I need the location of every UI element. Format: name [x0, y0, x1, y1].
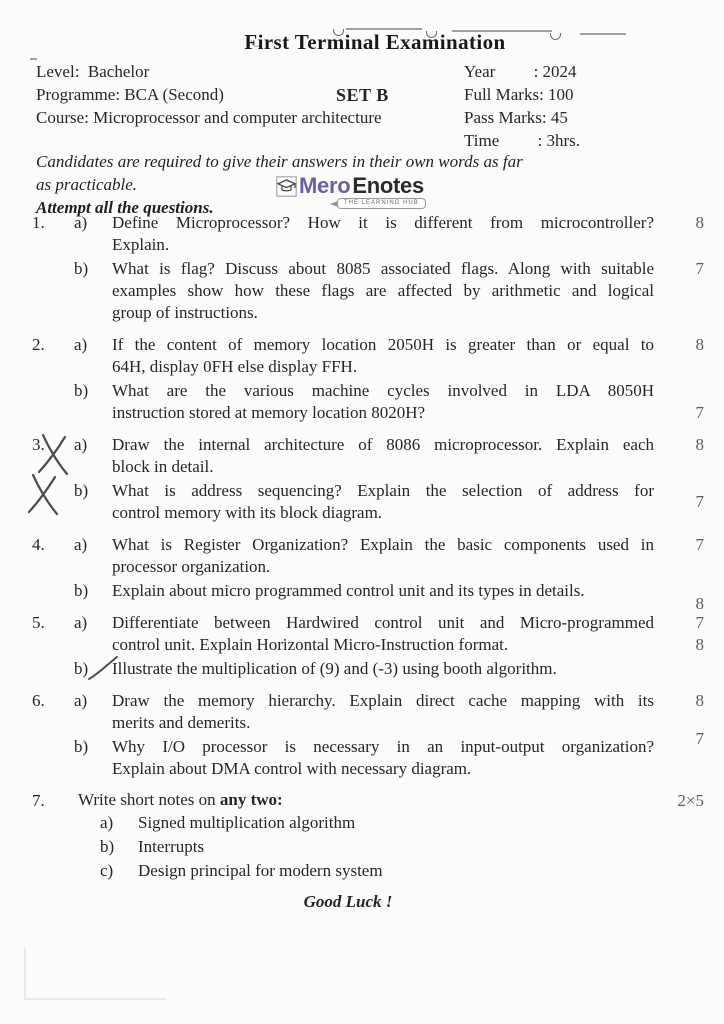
marks-cell	[680, 212, 706, 256]
text-line: control unit. Explain Horizontal Micro-Instruction format.	[112, 635, 509, 654]
text-line: What is address sequencing? Explain the selection of address for	[112, 481, 654, 500]
question	[30, 434, 706, 526]
logo-wordmark	[276, 173, 426, 199]
text-line: Explain about DMA control with necessary diagram.	[112, 759, 472, 778]
question	[30, 690, 706, 782]
stem-text: Write short notes on	[78, 790, 220, 809]
marks-cell	[680, 334, 706, 378]
marks-value: 8	[695, 213, 704, 232]
question-part	[72, 434, 706, 478]
text-line: Interrupts	[138, 837, 205, 856]
marks-value: 8	[695, 635, 704, 654]
instruction-line: Candidates are required to give their answers in their own words as far	[36, 152, 523, 171]
part-text	[138, 860, 680, 882]
marks-value: 2×5	[677, 791, 704, 810]
part-letter: b)	[74, 581, 89, 600]
marks-cell	[680, 534, 706, 578]
question-body	[72, 690, 706, 782]
marks-cell	[680, 258, 706, 324]
question	[30, 334, 706, 426]
header-year: Year : 2024	[464, 62, 577, 81]
part-letter: a)	[74, 535, 88, 554]
header-full-marks: Full Marks: 100	[464, 85, 574, 104]
marks-cell	[680, 580, 706, 614]
part-text	[138, 812, 680, 834]
header-time: Time : 3hrs.	[464, 131, 581, 150]
scan-artifact	[24, 998, 166, 1000]
marks-cell	[680, 860, 706, 882]
part-text	[112, 212, 680, 256]
marks-value: 7	[695, 403, 704, 422]
text-line: 64H, display 0FH else display FFH.	[112, 357, 358, 376]
text-line: control memory with its block diagram.	[112, 503, 383, 522]
text-line: examples show how these flags are affected by arithmetic and logical	[112, 281, 654, 300]
marks-cell	[680, 612, 706, 656]
marks-cell	[680, 380, 706, 424]
part-text	[112, 480, 680, 524]
question-body	[72, 534, 706, 614]
question	[30, 790, 706, 884]
stem-bold-text: any two:	[219, 790, 283, 809]
text-line: Differentiate between Hardwired control unit and Micro-programmed	[112, 613, 654, 632]
header-pass-marks: Pass Marks: 45	[464, 108, 568, 127]
part-letter: a)	[74, 213, 88, 232]
question-number: 3.	[32, 435, 45, 454]
header-course: Course: Microprocessor and computer architecture	[36, 108, 382, 127]
part-text	[112, 380, 680, 424]
part-letter: b)	[74, 259, 89, 278]
marks-cell	[680, 812, 706, 834]
part-letter: b)	[74, 381, 89, 400]
question-part	[72, 534, 706, 578]
text-line: Explain.	[112, 235, 170, 254]
part-letter: b)	[100, 837, 115, 856]
question-part	[72, 812, 706, 834]
marks-value: 8	[695, 335, 704, 354]
question	[30, 534, 706, 614]
question-part	[72, 690, 706, 734]
part-letter: b)	[74, 737, 89, 756]
part-text	[138, 836, 680, 858]
question-body	[72, 212, 706, 326]
header-level: Level: Bachelor	[36, 62, 150, 81]
part-text	[112, 736, 680, 780]
part-letter: a)	[100, 813, 114, 832]
question-part	[72, 480, 706, 524]
instruction-line: as practicable.	[36, 175, 138, 194]
question-part	[72, 729, 706, 780]
question-body	[72, 334, 706, 426]
header-set-label: SET B	[336, 85, 389, 105]
part-letter: b)	[74, 481, 89, 500]
marks-cell	[677, 790, 706, 810]
part-text	[112, 534, 680, 578]
question-part	[72, 836, 706, 858]
question-number: 4.	[32, 535, 45, 554]
marks-value: 8	[695, 691, 704, 710]
question-part	[72, 258, 706, 324]
text-line: processor organization.	[112, 557, 271, 576]
question-part	[72, 380, 706, 424]
text-line: Illustrate the multiplication of (9) and (-3) using booth algorithm.	[112, 659, 557, 678]
question-number: 6.	[32, 691, 45, 710]
marks-value: 8	[695, 594, 704, 614]
mero-enotes-logo	[276, 173, 426, 209]
marks-cell	[680, 658, 706, 680]
part-letter: a)	[74, 435, 88, 454]
marks-cell	[680, 480, 706, 524]
marks-value: 7	[695, 259, 704, 278]
text-line: block in detail.	[112, 457, 214, 476]
question-number: 2.	[32, 335, 45, 354]
header-programme: Programme: BCA (Second)	[36, 85, 224, 104]
part-text	[112, 334, 680, 378]
marks-value: 7	[695, 535, 704, 554]
text-line: What is Register Organization? Explain the basic components used in	[112, 535, 654, 554]
exam-header-info	[36, 62, 708, 154]
question-part	[72, 334, 706, 378]
part-text	[112, 434, 680, 478]
text-line: merits and demerits.	[112, 713, 251, 732]
question	[30, 612, 706, 682]
instruction-line: Attempt all the questions.	[36, 198, 214, 217]
text-line: Signed multiplication algorithm	[138, 813, 356, 832]
text-line: group of instructions.	[112, 303, 258, 322]
part-letter: a)	[74, 691, 88, 710]
exam-title: First Terminal Examination	[244, 30, 506, 54]
question-body	[72, 790, 706, 884]
question-part	[72, 860, 706, 882]
part-text	[112, 612, 680, 656]
marks-value: 8	[695, 435, 704, 454]
logo-tagline: THE LEARNING HUB	[337, 198, 426, 209]
scan-artifact	[24, 948, 26, 1000]
text-line: Draw the memory hierarchy. Explain direct cache mapping with its	[112, 691, 654, 710]
question	[30, 212, 706, 326]
text-line: Draw the internal architecture of 8086 microprocessor. Explain each	[112, 435, 654, 454]
text-line: Why I/O processor is necessary in an input-output organization?	[112, 737, 654, 756]
marks-value: 7	[695, 613, 704, 632]
scan-artifact	[30, 58, 37, 60]
question-number: 5.	[32, 613, 45, 632]
part-letter: c)	[100, 861, 114, 880]
logo-word-enotes: Enotes	[352, 173, 424, 198]
text-line: instruction stored at memory location 8020H?	[112, 403, 426, 422]
question-number: 1.	[32, 213, 45, 232]
marks-cell	[680, 836, 706, 858]
logo-word-mero: Mero	[299, 173, 351, 198]
marks-cell	[680, 729, 706, 780]
text-line: Design principal for modern system	[138, 861, 383, 880]
question-body	[72, 612, 706, 682]
closing-note: Good Luck !	[303, 892, 393, 911]
text-line: If the content of memory location 2050H is greater than or equal to	[112, 335, 654, 354]
text-line: Explain about micro programmed control unit and its types in details.	[112, 581, 585, 600]
text-line: What are the various machine cycles involved in LDA 8050H	[112, 381, 654, 400]
part-letter: b)	[72, 658, 112, 680]
part-text	[112, 690, 680, 734]
question-stem	[72, 790, 706, 810]
question-part	[72, 612, 706, 656]
part-letter: a)	[74, 335, 88, 354]
question-body	[72, 434, 706, 526]
part-text	[112, 580, 680, 602]
question-stem-text	[72, 790, 680, 810]
marks-value: 7	[695, 492, 704, 511]
marks-value: 7	[695, 729, 704, 749]
question-number: 7.	[32, 791, 45, 810]
text-line: What is flag? Discuss about 8085 associated flags. Along with suitable	[112, 259, 654, 278]
text-line: Define Microprocessor? How it is different from microcontroller?	[112, 213, 654, 232]
part-letter: a)	[74, 613, 88, 632]
part-text	[112, 258, 680, 324]
questions-list	[30, 212, 706, 912]
question-part	[72, 212, 706, 256]
marks-cell	[680, 434, 706, 478]
question-part	[72, 580, 706, 614]
part-text	[112, 658, 680, 680]
graduation-cap-icon	[276, 176, 297, 197]
pencil-banner	[330, 198, 426, 209]
question-part	[72, 658, 706, 680]
